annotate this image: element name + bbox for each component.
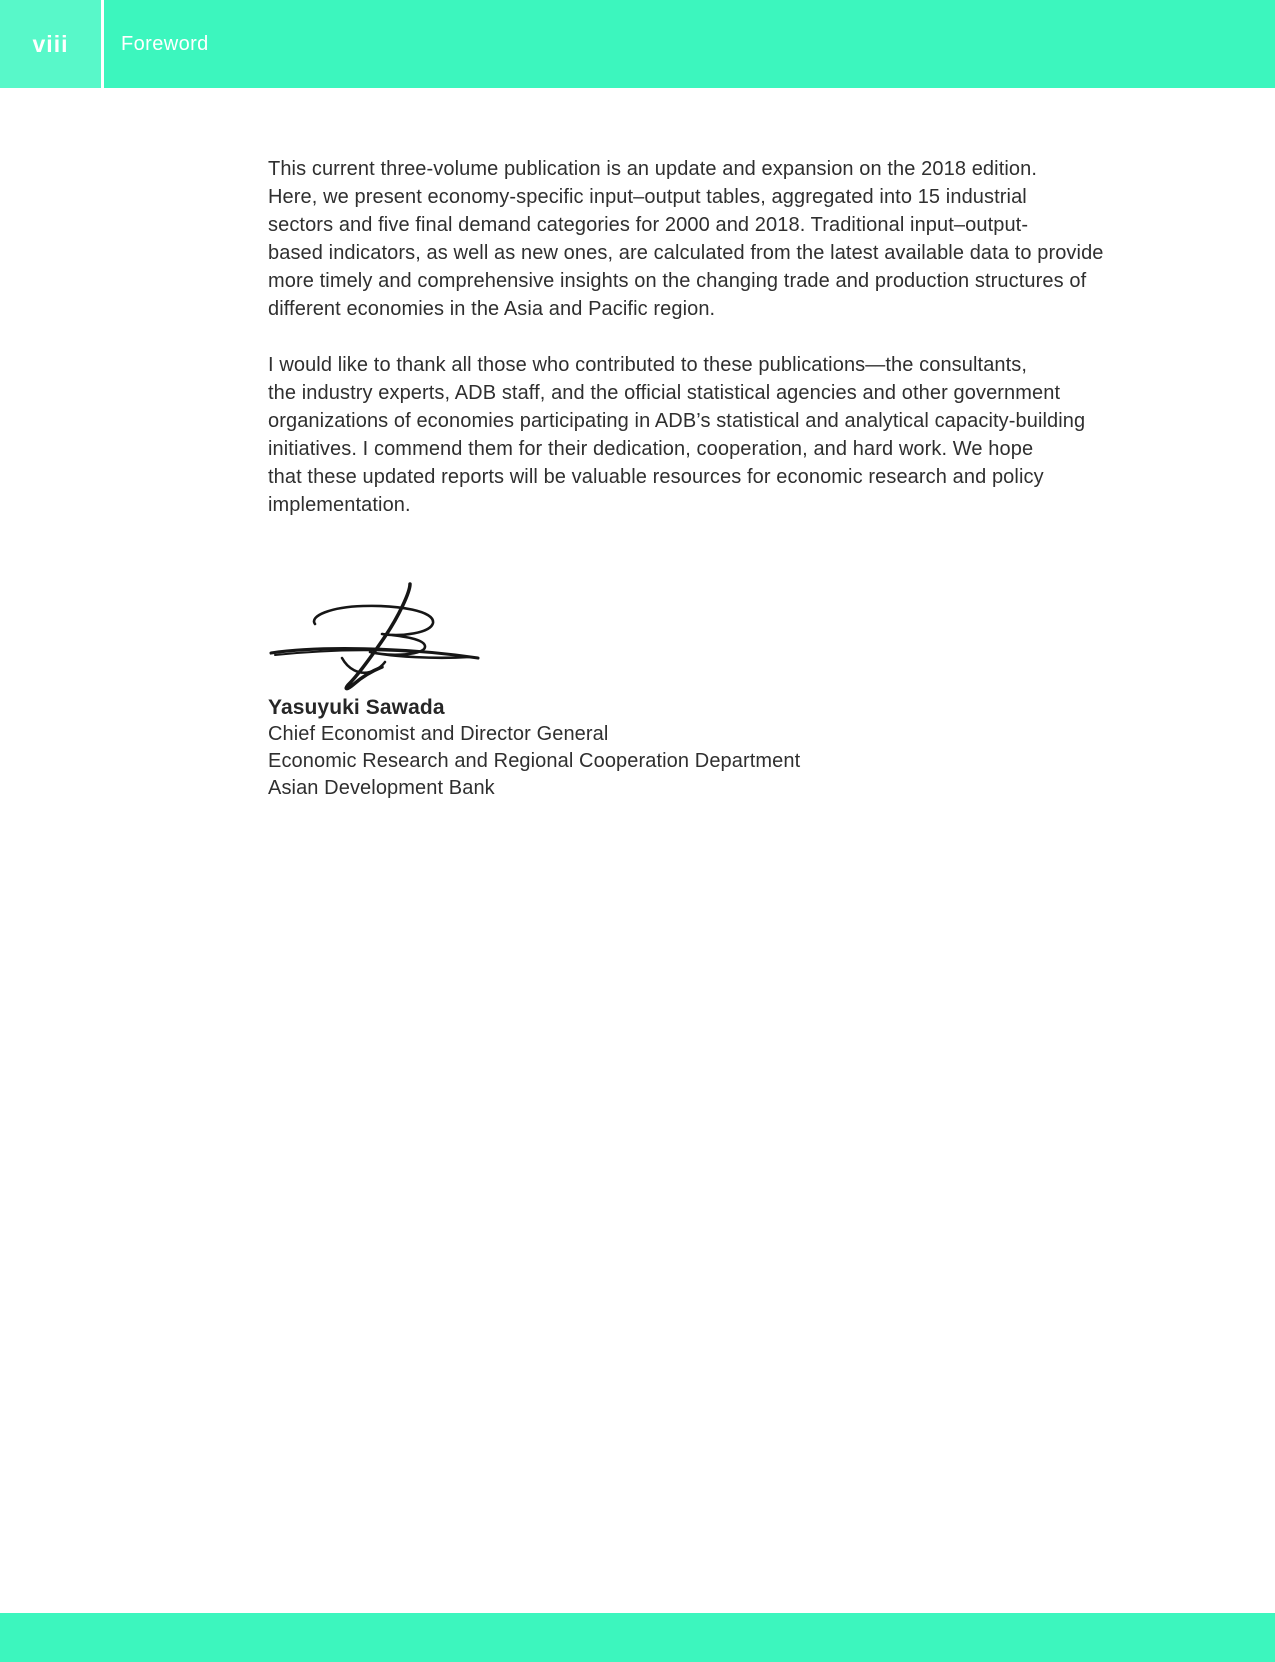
signature-image: [263, 578, 493, 693]
page-footer: [0, 1613, 1275, 1662]
text-line: organizations of economies participating in ADB’s statistical and analytical capacity-building: [268, 410, 1086, 432]
text-line: initiatives. I commend them for their dedication, cooperation, and hard work. We hope: [268, 438, 1034, 460]
text-line: different economies in the Asia and Pacific region.: [268, 298, 716, 320]
text-line: the industry experts, ADB staff, and the official statistical agencies and other government: [268, 382, 1061, 404]
header-title-bar: [104, 0, 1275, 88]
page-number-box: [0, 0, 101, 88]
signatory-organization: Asian Development Bank: [268, 777, 495, 799]
text-line: implementation.: [268, 494, 411, 516]
paragraph-1: [268, 155, 1128, 323]
signatory-title: Chief Economist and Director General: [268, 723, 609, 745]
page-content: [268, 155, 1128, 547]
page-header: [0, 0, 1275, 88]
text-line: that these updated reports will be valuable resources for economic research and policy: [268, 466, 1044, 488]
text-line: based indicators, as well as new ones, are calculated from the latest available data to provide: [268, 242, 1104, 264]
paragraph-2: [268, 351, 1128, 519]
text-line: This current three-volume publication is an update and expansion on the 2018 edition.: [268, 158, 1037, 180]
text-line: sectors and five final demand categories for 2000 and 2018. Traditional input–output-: [268, 214, 1029, 236]
page-number: viii: [32, 30, 69, 57]
signatory-name: Yasuyuki Sawada: [268, 696, 445, 719]
text-line: Here, we present economy-specific input–output tables, aggregated into 15 industrial: [268, 186, 1027, 208]
signature-block: [268, 694, 800, 802]
text-line: I would like to thank all those who contributed to these publications—the consultants,: [268, 354, 1028, 376]
text-line: more timely and comprehensive insights on the changing trade and production structures of: [268, 270, 1087, 292]
signatory-department: Economic Research and Regional Cooperation Department: [268, 750, 801, 772]
section-title: Foreword: [121, 32, 209, 55]
